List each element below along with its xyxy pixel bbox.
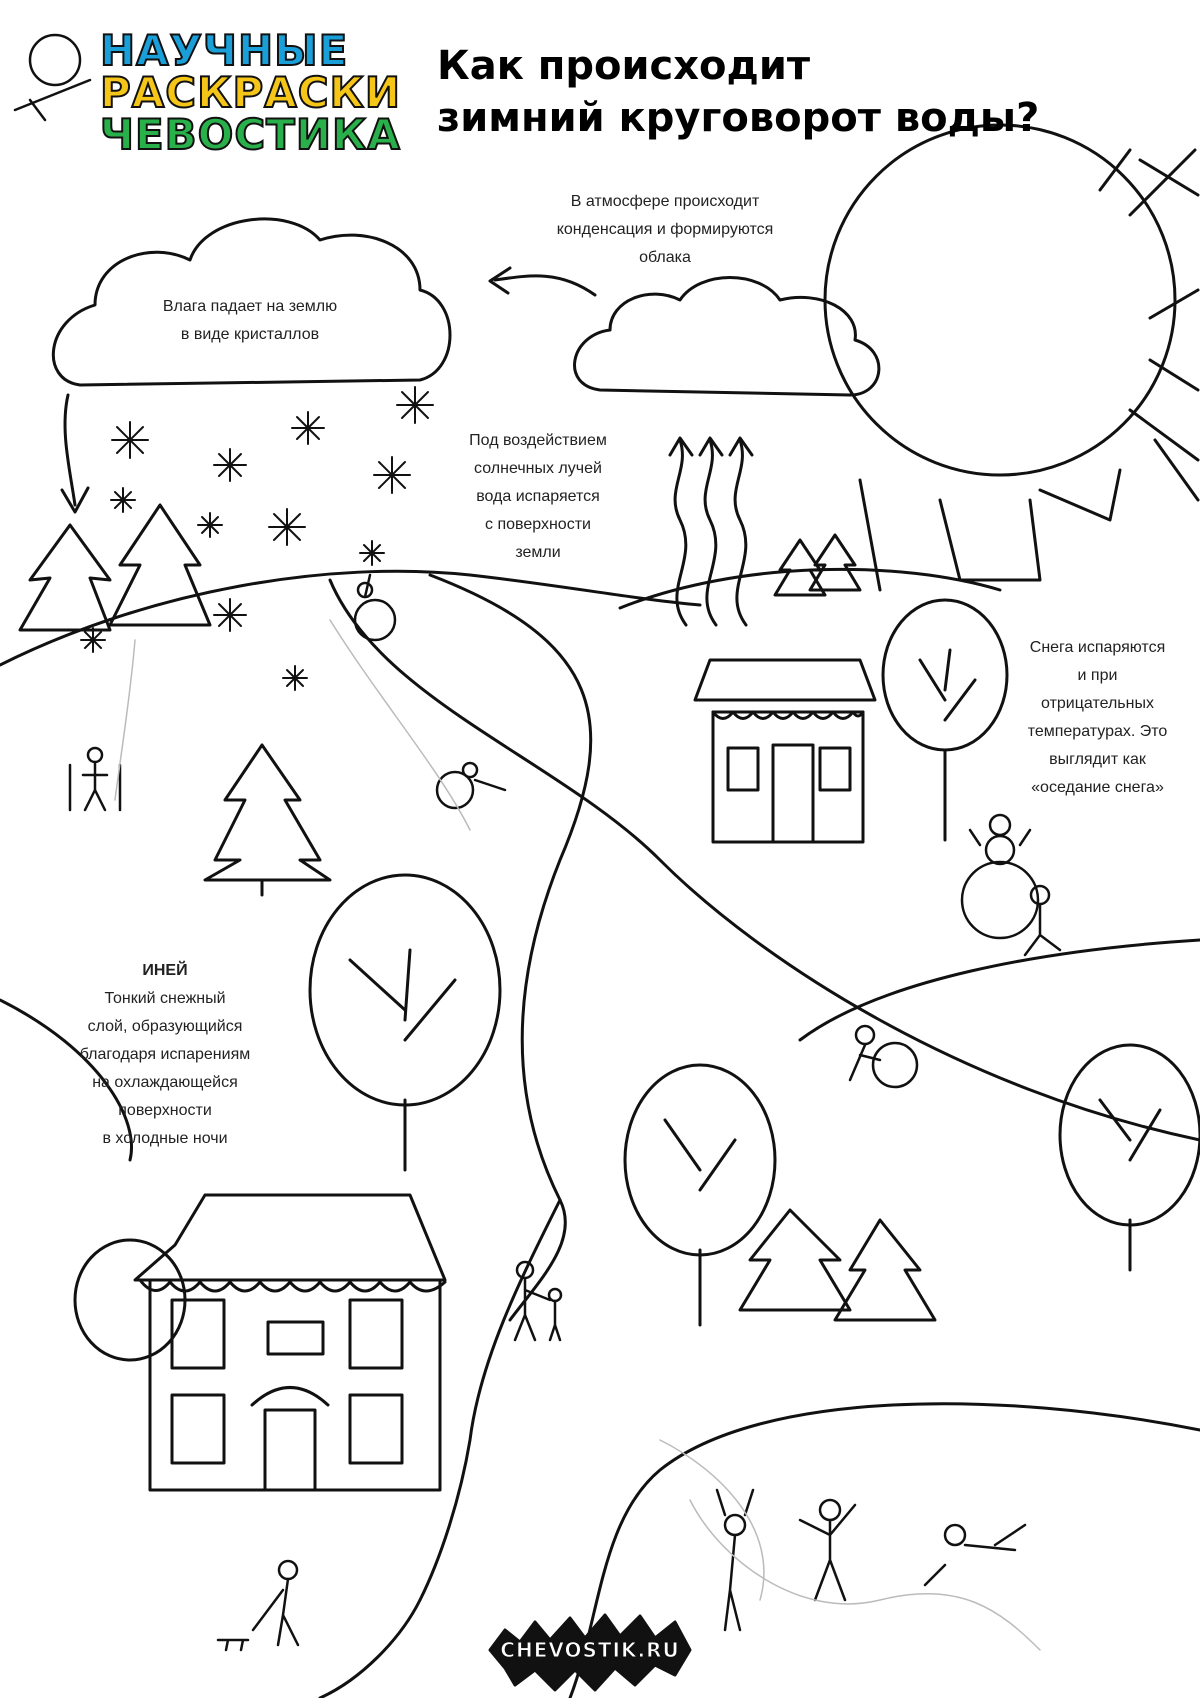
pine-trees-left — [20, 505, 210, 630]
caption-line: отрицательных — [1041, 695, 1154, 712]
caption-line: температурах. Это — [1027, 723, 1168, 740]
snowflakes — [81, 387, 433, 690]
round-tree-center — [310, 875, 500, 1170]
footer-site: CHEVOSTIK.RU — [500, 1638, 680, 1662]
caption-line: вода испаряется — [476, 488, 600, 505]
caption-line: благодаря испарениям — [79, 1046, 251, 1063]
cloud-right — [575, 278, 879, 396]
caption-evaporation — [448, 427, 628, 567]
caption-line: конденсация и формируются — [556, 221, 774, 238]
logo-line-3: ЧЕВОСТИКА — [100, 110, 401, 159]
caption-line: поверхности — [118, 1102, 212, 1119]
caption-line: В атмосфере происходит — [570, 193, 760, 210]
caption-sublimation — [1000, 634, 1195, 802]
caption-cloud-left — [120, 293, 380, 349]
caption-line: на охлаждающейся — [92, 1074, 238, 1091]
footer-logo — [490, 1625, 690, 1675]
caption-line: в холодные ночи — [102, 1130, 228, 1147]
pine-tree-middle — [205, 745, 330, 895]
caption-line: выглядит как — [1049, 751, 1146, 768]
small-house — [695, 660, 875, 842]
caption-line: облака — [639, 249, 691, 266]
round-tree-house — [75, 1240, 185, 1360]
rink-lines — [660, 1440, 1040, 1650]
round-tree-right-upper — [883, 600, 1007, 840]
caption-line: с поверхности — [485, 516, 591, 533]
caption-line: в виде кристаллов — [180, 326, 320, 343]
caption-line: слой, образующийся — [87, 1018, 243, 1035]
caption-line: Снега испаряются — [1029, 639, 1166, 656]
caption-line: Тонкий снежный — [104, 990, 226, 1007]
page-title — [437, 40, 1157, 144]
caption-condensation — [520, 188, 810, 272]
evaporation-arrows — [670, 438, 752, 625]
caption-line: и при — [1077, 667, 1118, 684]
caption-line: Под воздействием — [469, 432, 607, 449]
caption-line: земли — [515, 544, 561, 561]
round-tree-bottom — [625, 1065, 775, 1325]
page-title-line-1: Как происходит — [437, 43, 811, 89]
big-house — [135, 1195, 445, 1490]
arrow-down — [62, 395, 88, 512]
round-tree-right-lower — [1060, 1045, 1200, 1270]
caption-frost — [50, 957, 280, 1153]
logo — [100, 26, 402, 159]
page-title-line-2: зимний круговорот воды? — [437, 95, 1040, 141]
logo-mascot — [15, 35, 90, 120]
caption-line: солнечных лучей — [474, 460, 602, 477]
logo-line-1: НАУЧНЫЕ — [100, 26, 349, 75]
sun — [825, 125, 1198, 590]
logo-line-2: РАСКРАСКИ — [100, 68, 402, 117]
arrow-cloud-to-cloud — [490, 268, 595, 295]
pine-trees-bottom — [740, 1210, 935, 1320]
caption-line: Влага падает на землю — [162, 298, 338, 315]
frost-heading: ИНЕЙ — [142, 962, 188, 979]
pine-trees-right — [775, 535, 860, 595]
caption-line: «оседание снега» — [1031, 779, 1164, 796]
